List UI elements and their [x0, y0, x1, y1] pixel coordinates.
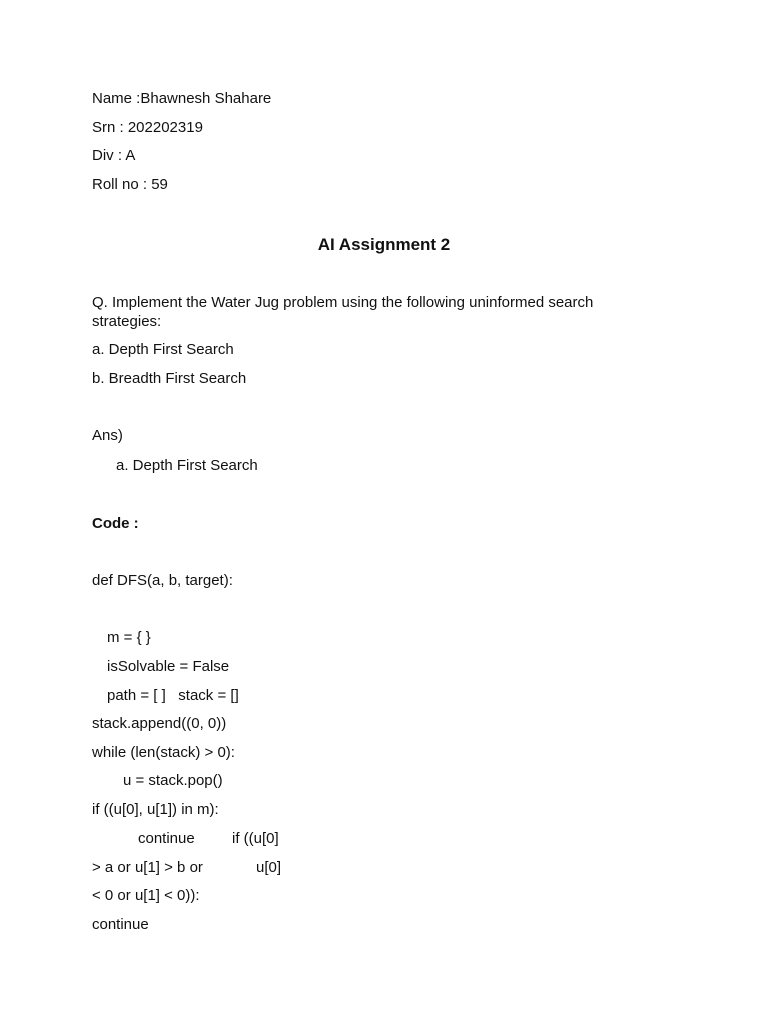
code-line: continue: [92, 916, 149, 933]
code-line: def DFS(a, b, target):: [92, 572, 233, 589]
code-line: if ((u[0], u[1]) in m):: [92, 801, 219, 818]
question-option-a: a. Depth First Search: [92, 341, 234, 358]
code-line: m = { }: [107, 629, 151, 646]
page-title: AI Assignment 2: [317, 235, 451, 254]
code-label: Code :: [92, 515, 139, 532]
code-line: stack.append((0, 0)): [92, 715, 227, 732]
code-line: if ((u[0]: [232, 830, 279, 847]
code-line: isSolvable = False: [107, 658, 230, 675]
code-line: while (len(stack) > 0):: [92, 744, 235, 761]
question-option-b: b. Breadth First Search: [92, 370, 247, 387]
code-line: < 0 or u[1] < 0)):: [92, 887, 200, 904]
answer-label: Ans): [92, 427, 123, 444]
code-line: > a or u[1] > b or: [92, 859, 203, 876]
code-line: u[0]: [256, 859, 282, 876]
question-text: Q. Implement the Water Jug problem using the following uninformed search strategies:: [92, 294, 594, 330]
student-srn: Srn : 202202319: [92, 119, 203, 136]
code-line: u = stack.pop(): [123, 772, 223, 789]
student-name: Name :Bhawnesh Shahare: [92, 90, 272, 107]
code-line: continue: [138, 830, 195, 847]
code-line: path = [ ] stack = []: [107, 687, 239, 704]
student-div: Div : A: [92, 147, 136, 164]
student-roll: Roll no : 59: [92, 176, 168, 193]
answer-sub-a: a. Depth First Search: [116, 457, 258, 474]
